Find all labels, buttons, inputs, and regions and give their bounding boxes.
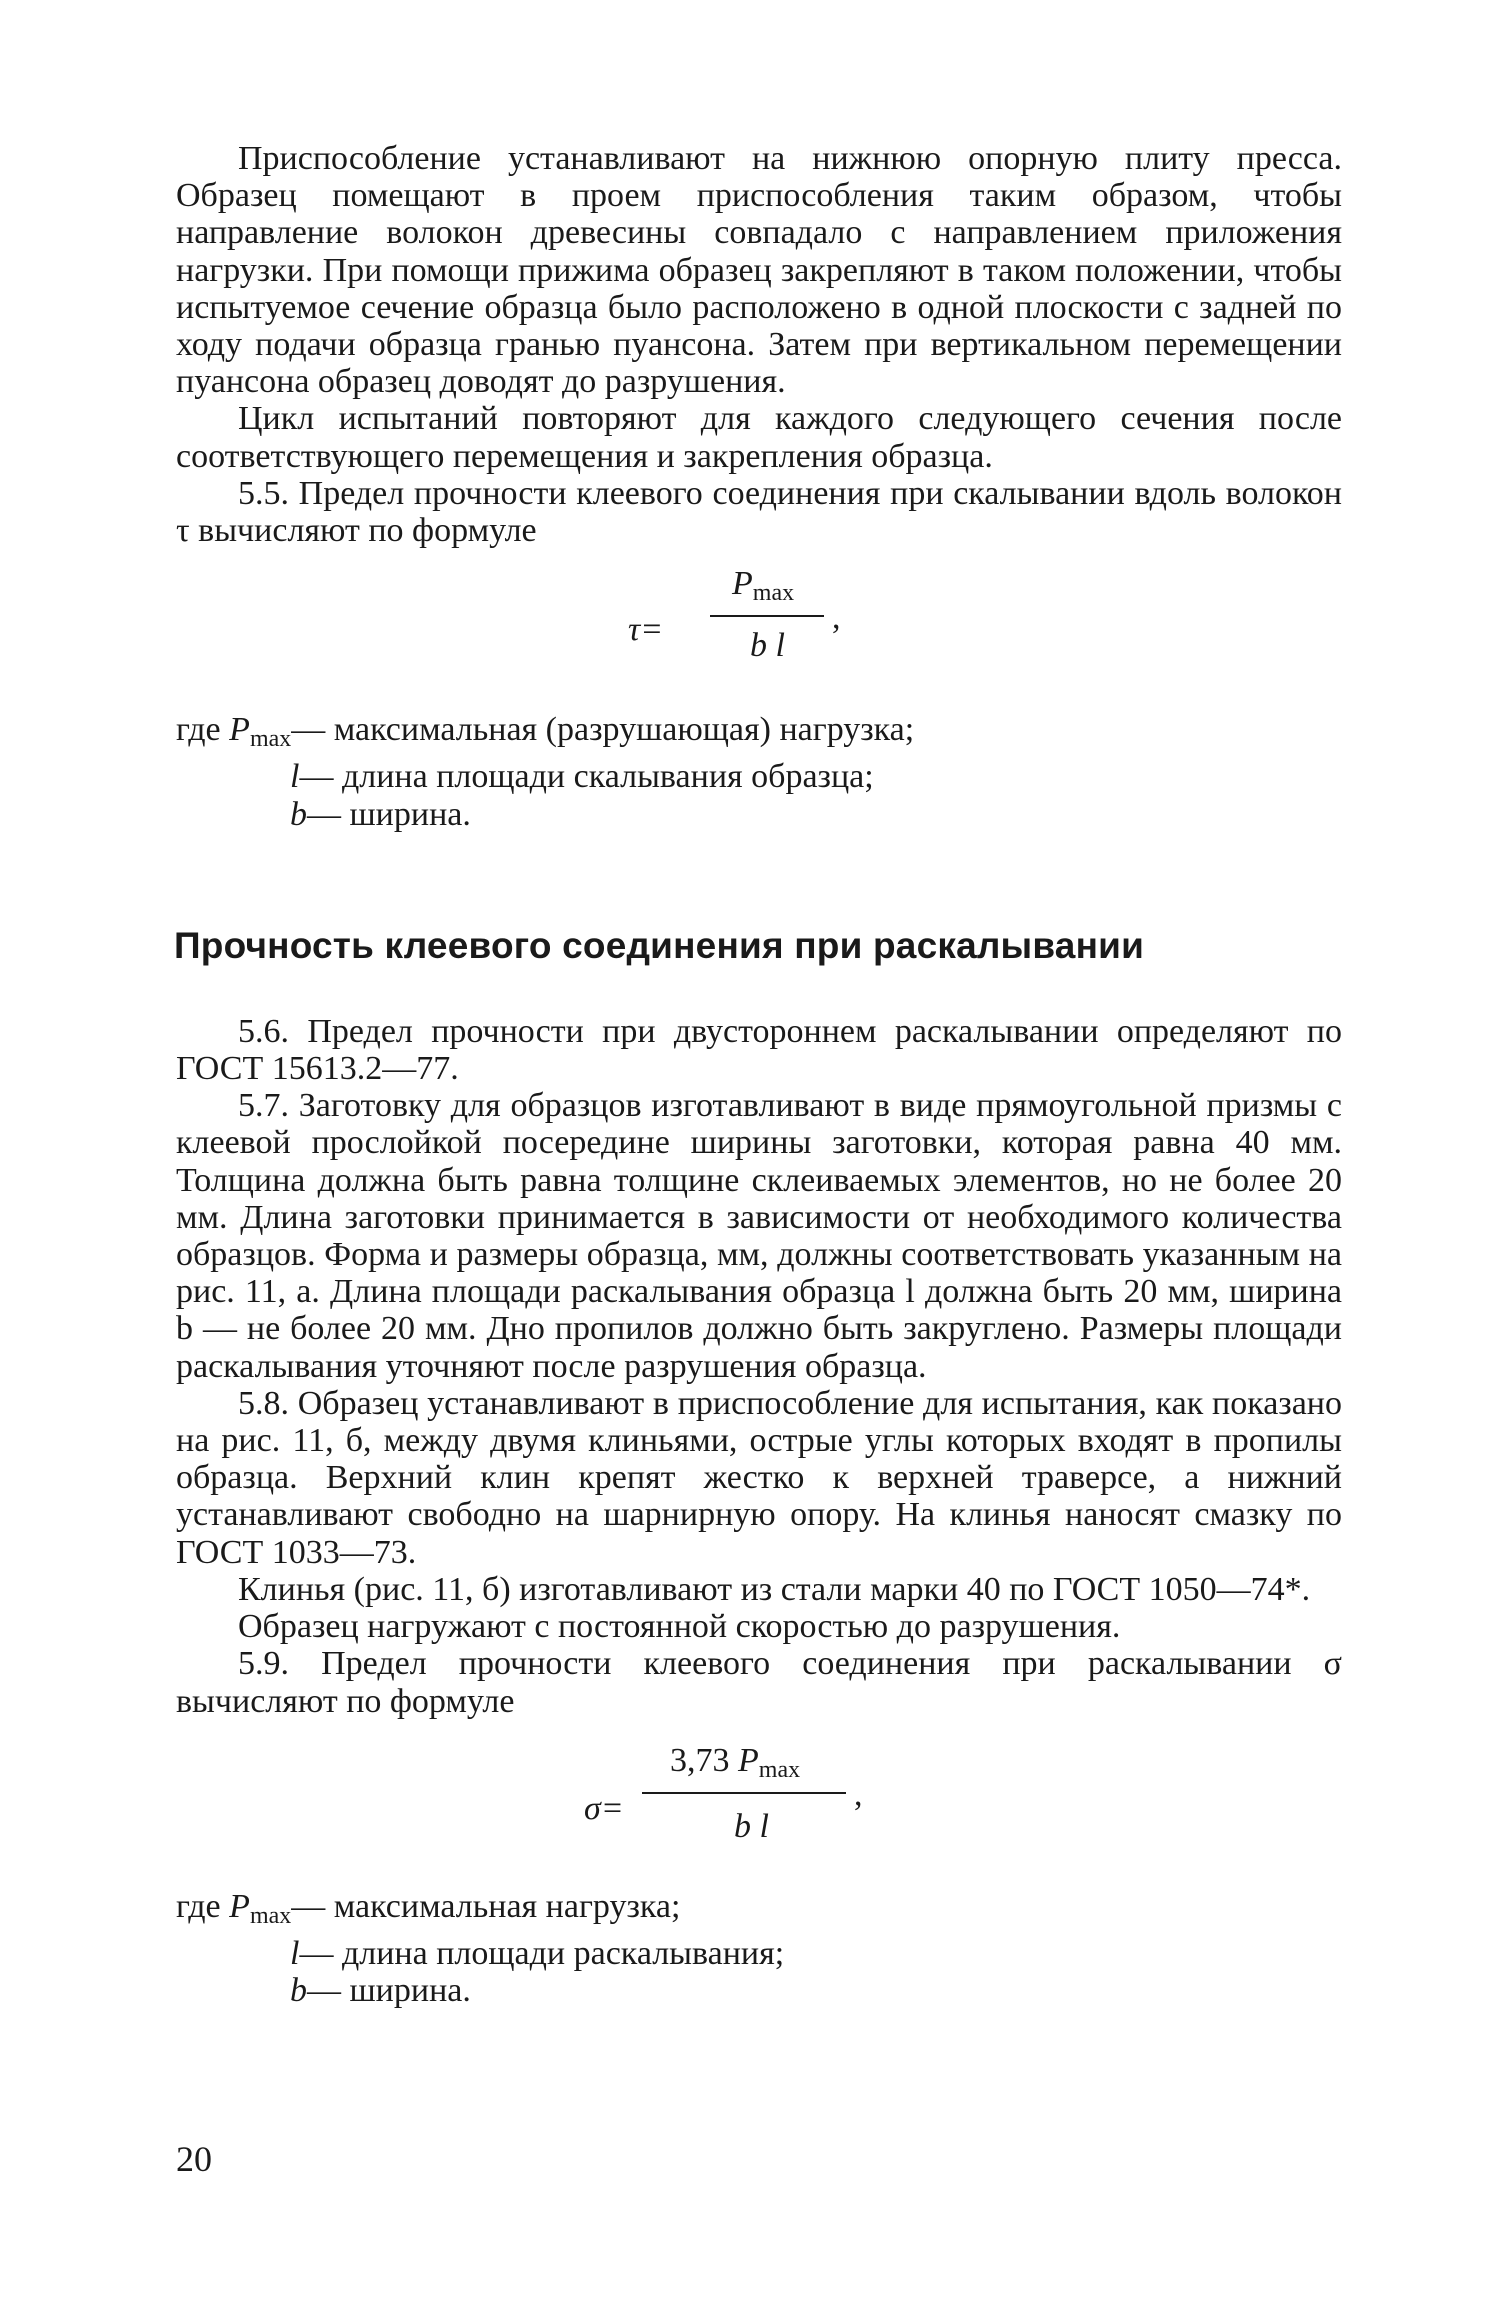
- formula-comma: ,: [854, 1775, 863, 1813]
- paragraph-5-5: 5.5. Предел прочности клеевого соединения при скалывании вдоль волокон τ вычисляют по формуле: [176, 474, 1342, 550]
- fraction-bar: [710, 615, 824, 617]
- legend-row: l— длина площади скалывания образца;: [290, 758, 874, 796]
- paragraph-5-6: 5.6. Предел прочности при двустороннем раскалывании определяют по ГОСТ 15613.2—77.: [176, 1012, 1342, 1088]
- legend-row: где $P_{max}—$ максимальная (разрушающая) нагрузка;: [176, 711, 915, 753]
- formula-numerator: 3,73 $P_{max}$: [670, 1741, 801, 1783]
- paragraph-5-7: 5.7. Заготовку для образцов изготавливают в виде прямоугольной призмы с клеевой прослойкой посередине ширины заготовки, которая равна 40 мм. Толщина должна быть равна толщине склеиваемых элементов, но не более 20 мм. Длина заготовки принимается в зависимости от необходимого количества образцов. Форма и размеры образца, мм, должны соответствовать указанным на рис. 11, а. Длина площади раскалывания образца l должна быть 20 мм, ширина b — не более 20 мм. Дно пропилов должно быть закруглено. Размеры площади раскалывания уточняют после разрушения образца.: [176, 1087, 1342, 1385]
- paragraph-wedges: Клинья (рис. 11, б) изготавливают из стали марки 40 по ГОСТ 1050—74*.: [238, 1570, 1311, 1608]
- page-number: 20: [176, 2139, 212, 2179]
- formula-comma: ,: [832, 599, 841, 637]
- formula-shear-strength: [176, 561, 1342, 691]
- legend-row: b— ширина.: [290, 795, 471, 833]
- paragraph-5-9: 5.9. Предел прочности клеевого соединения при раскалывании σ вычисляют по формуле: [176, 1645, 1342, 1720]
- paragraph-fixture-mounting: Приспособление устанавливают на нижнюю опорную плиту пресса. Образец помещают в проем приспособления таким образом, чтобы направление волокон древесины совпадало с направлением приложения нагрузки. При помощи прижима образец закрепляют в таком положении, чтобы испытуемое сечение образца было расположено в одной плоскости с задней по ходу подачи образца гранью пуансона. Затем при вертикальном перемещении пуансона образец доводят до разрушения.: [176, 140, 1342, 401]
- formula-splitting-strength: [176, 1738, 1342, 1878]
- formula-denominator: b l: [734, 1807, 769, 1845]
- legend-row: b— ширина.: [290, 1972, 471, 2010]
- formula-lhs: τ=: [628, 611, 664, 649]
- document-page: [176, 140, 1342, 2009]
- formula-lhs: σ=: [584, 1789, 624, 1827]
- paragraph-5-8: 5.8. Образец устанавливают в приспособление для испытания, как показано на рис. 11, б, между двумя клиньями, острые углы которых входят в пропилы образца. Верхний клин крепят жестко к верхней траверсе, а нижний устанавливают свободно на шарнирную опору. На клинья наносят смазку по ГОСТ 1033—73.: [176, 1384, 1342, 1571]
- legend-row: где $P_{max}—$ максимальная нагрузка;: [176, 1887, 681, 1929]
- legend-splitting: [176, 1888, 1342, 2010]
- legend-row: l— длина площади раскалывания;: [290, 1934, 785, 1972]
- paragraph-test-cycle: Цикл испытаний повторяют для каждого следующего сечения после соответствующего перемещения и закрепления образца.: [176, 400, 1342, 475]
- formula-denominator: b l: [750, 627, 785, 665]
- paragraph-loading: Образец нагружают с постоянной скоростью до разрушения.: [238, 1608, 1121, 1646]
- section-heading: Прочность клеевого соединения при раскалывании: [174, 924, 1145, 966]
- formula-numerator: $P_{max}$: [732, 565, 795, 607]
- legend-shear: [176, 711, 1342, 833]
- fraction-bar: [642, 1792, 846, 1794]
